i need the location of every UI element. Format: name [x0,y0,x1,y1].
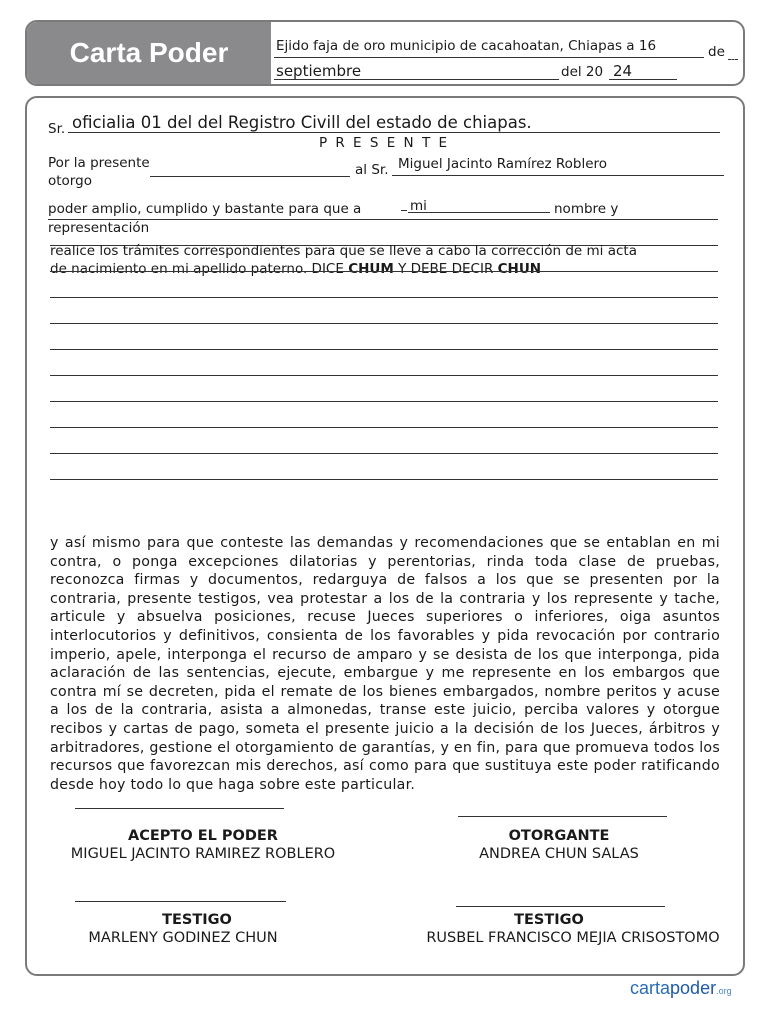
place-date-text: Ejido faja de oro municipio de cacahoatan, Chiapas a 16 [276,38,657,54]
legal-paragraph: y así mismo para que conteste las demandas y recomendaciones que se entablan en mi contra, o ponga excepciones dilatorias y perentorias, rinda toda clase de pruebas, reconozca firmas y documentos, redarguya de falsos a los que se presenten por la contraria, presente testigos, vea protestar a los de la contraria y los represente y tache, articule y absuelva posiciones, recuse Jueces superiores o inferiores, oiga asuntos interlocutorios y definitivos, consienta de los favorables y pida revocación por contrario imperio, apele, interponga el recurso de amparo y se desista de los que interponga, pida aclaración de las sentencias, ejecute, embargue y me represente en los embargos que contra mí se decreten, pida el remate de los bienes embargados, nombre peritos y acuse a los de la contraria, asista a almonedas, transe este juicio, perciba valores y otorgue recibos y cartas de pago, someta el presente juicio a la decisión de los Jueces, árbitros y arbitradores, gestione el otorgamiento de garantías, y en fin, para que promueva todos los recursos que favorezcan mis derechos, así como para que sustituya este poder ratificando desde hoy todo lo que haga sobre este particular. [50,535,720,793]
otorgo-line [150,176,350,177]
writing-line [50,271,718,272]
purpose-line-2: de nacimiento en mi apellido paterno. DICE CHUM Y DEBE DECIR CHUN [50,261,542,277]
writing-line [50,479,718,480]
writing-line [50,401,718,402]
title-panel [27,22,271,84]
del-label: del 20 [561,64,604,80]
testigo-2-title: TESTIGO [514,912,584,928]
mi-value: mi [410,198,427,214]
signature-line-acepto [75,808,284,809]
writing-line [50,427,718,428]
signature-line-otorgante [458,816,667,817]
writing-line [50,375,718,376]
addressee-name: oficialia 01 del del Registro Civill del estado de chiapas. [72,113,532,132]
por-label: Por la presente [48,155,150,171]
document-title: Carta Poder [69,37,229,68]
writing-line [50,323,718,324]
otorgante-name: ANDREA CHUN SALAS [479,846,639,862]
mi-line [408,212,550,213]
purpose-line-1: realice los trámites correspondientes para que se lleve a cabo la corrección de mi acta [50,243,637,259]
representacion-label: representación [48,220,150,236]
header-box [25,20,745,86]
presente-text: P R E S E N T E [318,135,450,151]
sr-label: Sr. [48,121,66,137]
signature-line-testigo-2 [456,906,665,907]
acepto-name: MIGUEL JACINTO RAMIREZ ROBLERO [70,846,336,862]
otorgante-title: OTORGANTE [508,828,610,844]
de-line [728,59,738,60]
year-line [609,79,677,80]
agent-name: Miguel Jacinto Ramírez Roblero [398,156,608,172]
month-line [274,79,559,80]
poder-dash [401,210,407,211]
poder-label: poder amplio, cumplido y bastante para que a [48,201,362,217]
acepto-title: ACEPTO EL PODER [128,828,278,844]
signature-line-testigo-1 [75,901,286,902]
testigo-1-name: MARLENY GODINEZ CHUN [88,930,278,946]
agent-line [392,175,724,176]
nombre-label: nombre y [554,201,619,217]
writing-line [50,453,718,454]
al-sr-label: al Sr. [355,162,389,178]
writing-line [50,297,718,298]
de-label: de [708,44,725,60]
month-value: septiembre [276,62,362,80]
writing-line [50,349,718,350]
place-date-line [274,57,704,58]
cartapoder-logo[interactable]: cartapoder.org [630,978,732,998]
year-value: 24 [613,62,633,80]
testigo-2-name: RUSBEL FRANCISCO MEJIA CRISOSTOMO [426,930,720,946]
otorgo-label: otorgo [48,173,92,189]
testigo-1-title: TESTIGO [162,912,232,928]
addressee-line [68,132,720,133]
